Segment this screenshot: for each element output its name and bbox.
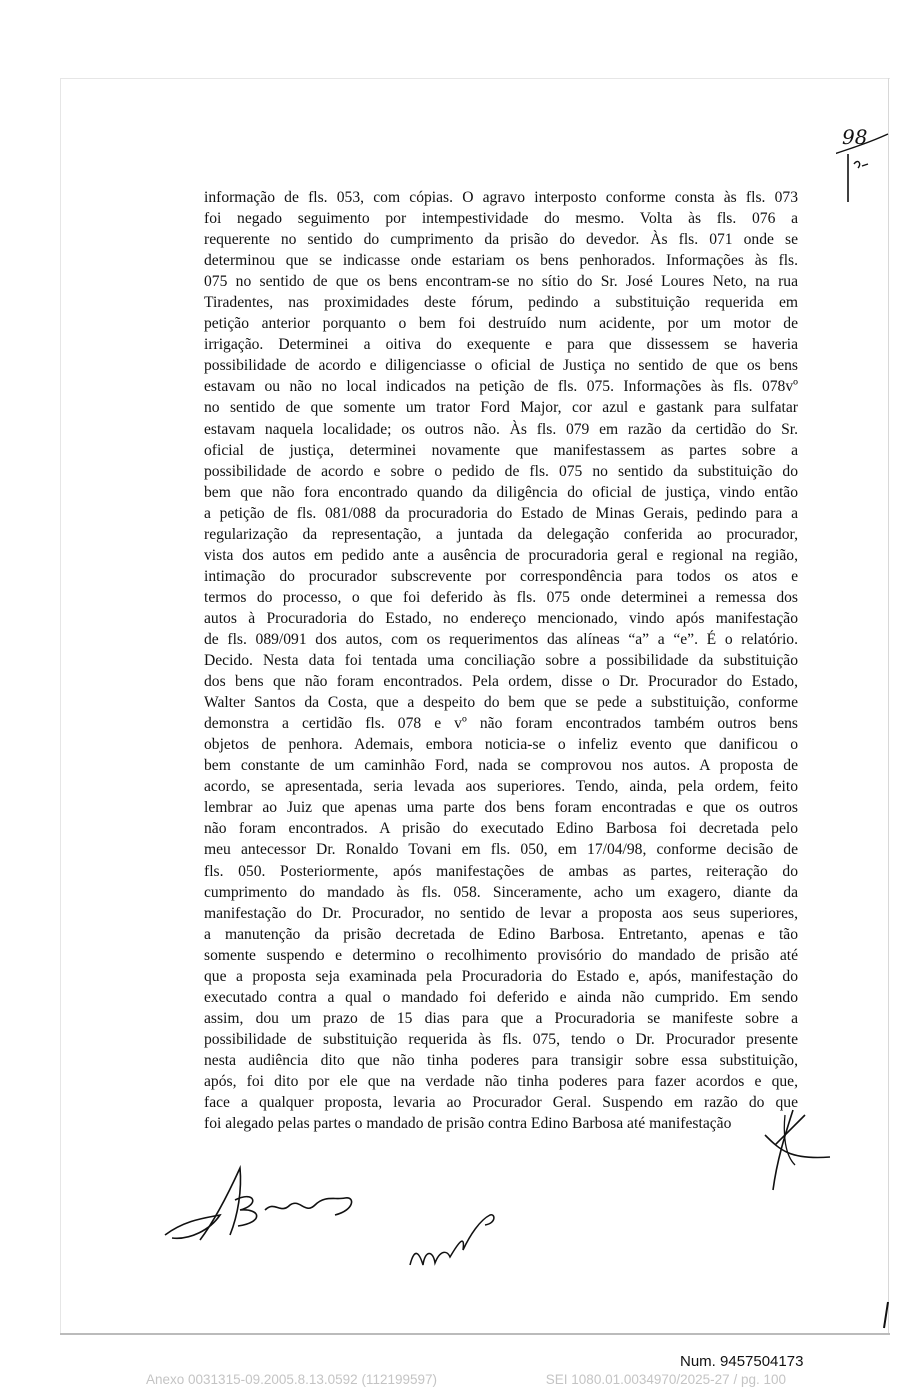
text-line: no sentido de que somente um trator Ford Major, cor azul e gastank para sulfatar bbox=[204, 399, 798, 417]
text-line: estavam naquela localidade; os outros não. Às fls. 079 em razão da certidão do Sr. bbox=[204, 420, 798, 438]
footer-metadata bbox=[146, 1372, 786, 1387]
scan-border-right bbox=[888, 78, 889, 1333]
text-line: assim, dou um prazo de 15 dias para que a Procuradoria se manifeste sobre a bbox=[204, 1009, 798, 1027]
corner-mark bbox=[880, 1300, 890, 1330]
text-line: acordo, se apresentada, seria levada aos superiores. Tendo, ainda, pela ordem, feito bbox=[204, 778, 798, 796]
text-line: bem que não fora encontrado quando da diligência do oficial de justiça, vindo então bbox=[204, 483, 798, 501]
text-line: bem constante de um caminhão Ford, nada se comprovou nos autos. A proposta de bbox=[204, 757, 798, 775]
text-line: fls. 050. Posteriormente, após manifestações de ambas as partes, reiteração do bbox=[204, 862, 798, 880]
text-line: autos à Procuradoria do Estado, no endereço mencionado, vindo após manifestação bbox=[204, 609, 798, 627]
text-line: a petição de fls. 081/088 da procuradoria do Estado de Minas Gerais, pedindo para a bbox=[204, 504, 798, 522]
text-line: vista dos autos em pedido ante a ausência de procuradoria geral e regional na região, bbox=[204, 546, 798, 564]
text-line: executado contra a qual o mandado foi deferido e ainda não cumprido. Em sendo bbox=[204, 988, 798, 1006]
text-line: Walter Santos da Costa, que a despeito do bem que se pede a substituição, conforme bbox=[204, 694, 798, 712]
text-line: após, foi dito por ele que na verdade não tinha poderes para fazer acordos e que, bbox=[204, 1072, 798, 1090]
text-line: requerente no sentido do cumprimento da prisão do devedor. Às fls. 071 onde se bbox=[204, 231, 798, 249]
text-line: a manutenção da prisão decretada de Edino Barbosa. Entretanto, apenas e tão bbox=[204, 925, 798, 943]
text-line: possibilidade de acordo e sobre o pedido de fls. 075 no sentido da substituição do bbox=[204, 462, 798, 480]
document-number: Num. 9457504173 bbox=[680, 1353, 804, 1370]
scan-border-top bbox=[60, 78, 890, 79]
sei-reference: SEI 1080.01.0034970/2025-27 / pg. 100 bbox=[545, 1372, 786, 1387]
text-line: petição anterior porquanto o bem foi destruído num acidente, por um motor de bbox=[204, 315, 798, 333]
text-line: dos bens que não foram encontrados. Pela ordem, disse o Dr. Procurador do Estado, bbox=[204, 673, 798, 691]
scan-border-left bbox=[60, 78, 61, 1333]
scan-border-bottom bbox=[60, 1333, 890, 1335]
text-line: regularização da representação, a juntada da delegação conferida ao procurador, bbox=[204, 525, 798, 543]
text-line: intimação do procurador subscrevente por correspondência para todos os atos e bbox=[204, 567, 798, 585]
text-line: somente suspendo e determino o recolhimento provisório do mandado de prisão até bbox=[204, 946, 798, 964]
text-line: lembrar ao Juiz que apenas uma parte dos bens foram encontradas e que os outros bbox=[204, 799, 798, 817]
text-line: informação de fls. 053, com cópias. O agravo interposto conforme consta às fls. 073 bbox=[204, 189, 798, 206]
text-line: meu antecessor Dr. Ronaldo Tovani em fls. 050, em 17/04/98, conforme decisão de bbox=[204, 841, 798, 859]
text-line: de fls. 089/091 dos autos, com os requerimentos das alíneas “a” a “e”. É o relatório. bbox=[204, 630, 798, 648]
text-line: estavam ou não no local indicados na petição de fls. 075. Informações às fls. 078vº bbox=[204, 378, 798, 396]
folio-number: 98 bbox=[842, 125, 868, 149]
signature-left bbox=[160, 1160, 360, 1250]
text-line: Decido. Nesta data foi tentada uma conciliação sobre a possibilidade da substituição bbox=[204, 652, 798, 670]
annex-reference: Anexo 0031315-09.2005.8.13.0592 (112199597) bbox=[146, 1372, 438, 1387]
text-line: termos do processo, o que foi deferido às fls. 075 onde determinei a remessa dos bbox=[204, 588, 798, 606]
text-line: foi negado seguimento por intempestividade do mesmo. Volta às fls. 076 a bbox=[204, 210, 798, 228]
folio-mark bbox=[836, 120, 896, 205]
signature-middle bbox=[405, 1195, 505, 1275]
text-line: irrigação. Determinei a oitiva do exequente e para que dissessem se haveria bbox=[204, 336, 798, 354]
text-line: demonstra a certidão fls. 078 e vº não foram encontrados também outros bens bbox=[204, 715, 798, 733]
text-line: possibilidade de substituição requerida às fls. 075, tendo o Dr. Procurador presente bbox=[204, 1030, 798, 1048]
text-line: cumprimento do mandado às fls. 058. Sinceramente, acho um exagero, diante da bbox=[204, 883, 798, 901]
text-line: manifestação do Dr. Procurador, no sentido de levar a proposta aos seus superiores, bbox=[204, 904, 798, 922]
text-line: foi alegado pelas partes o mandado de prisão contra Edino Barbosa até manifestação bbox=[204, 1115, 732, 1133]
decision-text bbox=[204, 187, 798, 1134]
text-line: não foram encontrados. A prisão do executado Edino Barbosa foi decretada pelo bbox=[204, 820, 798, 838]
text-line: oficial de justiça, determinei novamente que manifestassem as partes sobre a bbox=[204, 441, 798, 459]
text-line: 075 no sentido de que os bens encontram-se no sítio do Sr. José Loures Neto, na rua bbox=[204, 273, 798, 291]
text-line: nesta audiência dito que não tinha poderes para transigir sobre essa substituição, bbox=[204, 1051, 798, 1069]
text-line: que a proposta seja examinada pela Procuradoria do Estado e, após, manifestação do bbox=[204, 967, 798, 985]
text-line: possibilidade de acordo e diligenciasse o oficial de Justiça no sentido de que os bens bbox=[204, 357, 798, 375]
text-line: objetos de penhora. Ademais, embora noticia-se o infeliz evento que danificou o bbox=[204, 736, 798, 754]
text-line: Tiradentes, nas proximidades deste fórum, pedindo a substituição requerida em bbox=[204, 294, 798, 312]
rubric-right-signature bbox=[755, 1105, 835, 1195]
text-line: face a qualquer proposta, levaria ao Procurador Geral. Suspendo em razão do que bbox=[204, 1094, 798, 1112]
text-line: determinou que se indicasse onde estariam os bens penhorados. Informações às fls. bbox=[204, 252, 798, 270]
